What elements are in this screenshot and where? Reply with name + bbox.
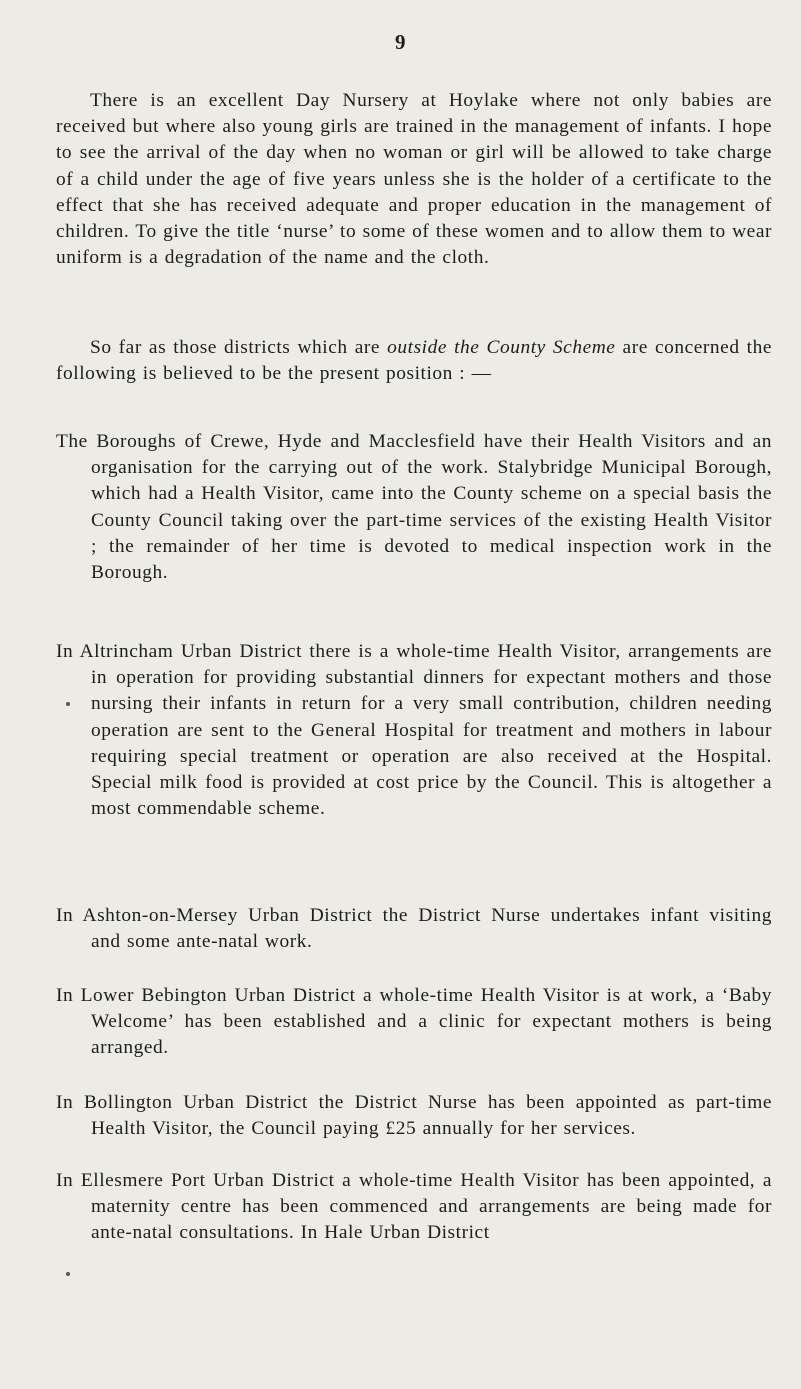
paragraph-italic: outside the County Scheme — [387, 337, 616, 358]
paragraph-text: There is an excellent Day Nursery at Hoylake where not only babies are received but where also young girls are trained in the management of infants. I hope to see the arrival of the day when no woman or girl will be allowed to take charge of a child under the age of five years unless she is the holder of a certificate to the effect that she has received adequate and proper education in the management of children. To give the title ‘nurse’ to some of these women and to allow them to wear uniform is a degradation of the name and the cloth. — [56, 90, 772, 269]
stray-ink-dot — [66, 1272, 70, 1276]
paragraph-text: The Boroughs of Crewe, Hyde and Macclesfield have their Health Visitors and an organisation for the carrying out of the work. Stalybridge Municipal Borough, which had a Health Visitor, came into the County scheme on a special basis the County Council taking over the part-time services of the existing Health Visitor ; the remainder of her time is devoted to medical inspection work in the Borough. — [56, 431, 772, 584]
paragraph-bebington — [56, 983, 772, 1062]
paragraph-text: In Altrincham Urban District there is a whole-time Health Visitor, arrangements are in operation for providing substantial dinners for expectant mothers and those nursing their infants in return for a very small contribution, children needing operation are sent to the General Hospital for treatment and mothers in labour requiring special treatment or operation are also received at the Hospital. Special milk food is provided at cost price by the Council. This is altogether a most commendable scheme. — [56, 641, 772, 820]
paragraph-tail: are concerned the following is believed to be the present position : — — [56, 337, 773, 385]
stray-ink-dot — [66, 702, 70, 706]
paragraph-ellesmere — [56, 1168, 772, 1247]
paragraph-text — [56, 335, 772, 387]
paragraph-altrincham — [56, 639, 772, 822]
page-number: 9 — [395, 30, 406, 54]
paragraph-text: In Ashton-on-Mersey Urban District the District Nurse undertakes infant visiting and some ante-natal work. — [56, 905, 772, 953]
paragraph-outside-scheme — [56, 335, 772, 387]
paragraph-day-nursery — [56, 88, 772, 271]
paragraph-ashton — [56, 903, 772, 955]
paragraph-text: In Lower Bebington Urban District a whole-time Health Visitor is at work, a ‘Baby Welcome’ has been established and a clinic for expectant mothers is being arranged. — [56, 985, 772, 1059]
paragraph-boroughs — [56, 429, 772, 586]
paragraph-text: In Bollington Urban District the District Nurse has been appointed as part-time Health Visitor, the Council paying £25 annually for her services. — [56, 1092, 772, 1140]
paragraph-lead: So far as those districts which are — [90, 337, 388, 358]
paragraph-text: In Ellesmere Port Urban District a whole-time Health Visitor has been appointed, a maternity centre has been commenced and arrangements are being made for ante-natal consultations. In Hale Urban District — [56, 1170, 772, 1244]
paragraph-bollington — [56, 1090, 772, 1142]
